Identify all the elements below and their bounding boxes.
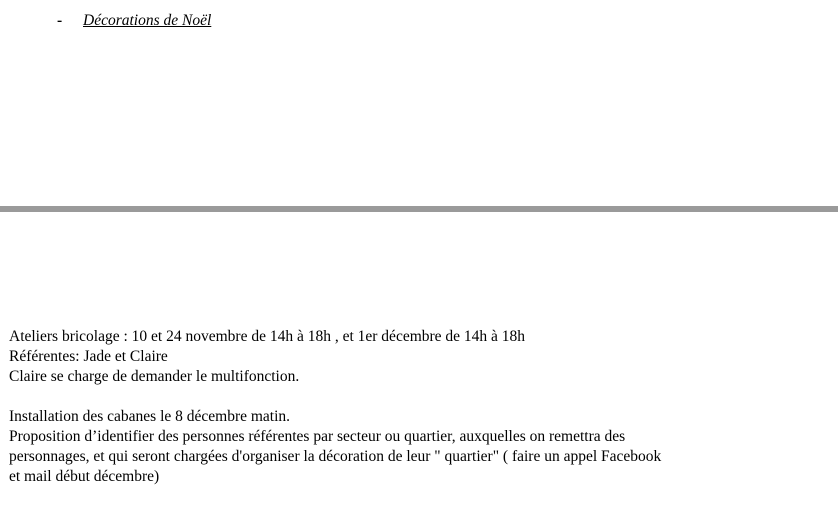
text-line-workshops: Ateliers bricolage : 10 et 24 novembre de 14h à 18h , et 1er décembre de 14h à 18h: [9, 328, 526, 345]
text-line-proposal-2: personnages, et qui seront chargées d'organiser la décoration de leur " quartier" ( faire un appel Facebook: [9, 448, 662, 465]
text-line-cabins: Installation des cabanes le 8 décembre matin.: [9, 408, 291, 425]
text-line-multifunction: Claire se charge de demander le multifonction.: [9, 368, 300, 385]
bullet-marker: -: [57, 12, 63, 29]
section-heading-decorations: Décorations de Noël: [83, 12, 212, 29]
text-line-proposal-1: Proposition d’identifier des personnes référentes par secteur ou quartier, auxquelles on remettra des: [9, 428, 626, 445]
meeting-notes: [9, 327, 829, 487]
bullet-item: [57, 11, 211, 31]
page-top: [0, 0, 838, 206]
page-bottom: [0, 212, 838, 522]
text-line-referents: Référentes: Jade et Claire: [9, 348, 168, 365]
text-line-proposal-3: et mail début décembre): [9, 468, 160, 485]
